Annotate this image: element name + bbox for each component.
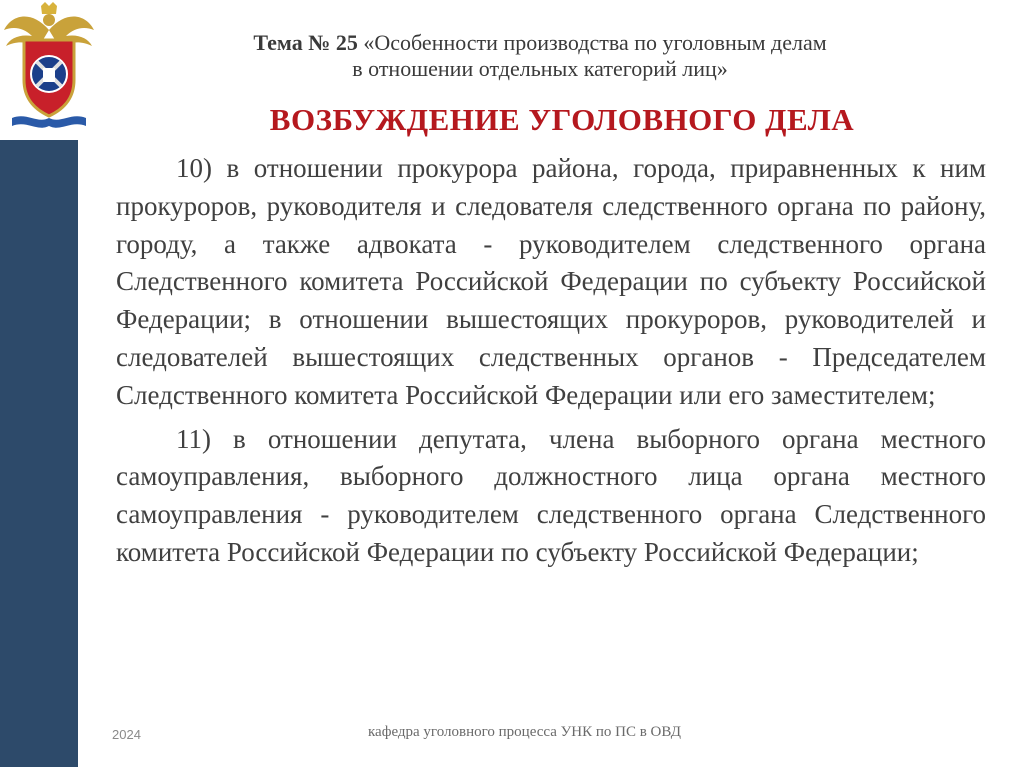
topic-number: Тема № 25 (253, 30, 358, 55)
slide-content (116, 150, 986, 578)
sidebar-bar (0, 140, 78, 767)
topic-title-line-2: в отношении отдельных категорий лиц» (352, 56, 728, 81)
paragraph-11: 11) в отношении депутата, члена выборного органа местного самоуправления, выборного должностного лица органа местного самоуправления - руководителем следственного органа Следственного комитета Российской Федерации по субъекту Российской Федерации; (116, 423, 986, 567)
footer-year: 2024 (112, 727, 141, 742)
header-line-1 (160, 30, 920, 56)
paragraph-10: 10) в отношении прокурора района, города, приравненных к ним прокуроров, руководителя и следователя следственного органа по району, городу, а также адвоката - руководителем следственного органа Следственного комитета Российской Федерации по субъекту Российской Федерации; в отношении вышестоящих прокуроров, руководителей и следователей вышестоящих следственных органов - Председателем Следственного комитета Российской Федерации или его заместителем; (116, 153, 986, 410)
topic-title-line-1: «Особенности производства по уголовным делам (363, 30, 827, 55)
section-title: ВОЗБУЖДЕНИЕ УГОЛОВНОГО ДЕЛА (269, 102, 855, 137)
slide-header (160, 30, 920, 82)
footer-department: кафедра уголовного процесса УНК по ПС в ОВД (368, 724, 682, 740)
